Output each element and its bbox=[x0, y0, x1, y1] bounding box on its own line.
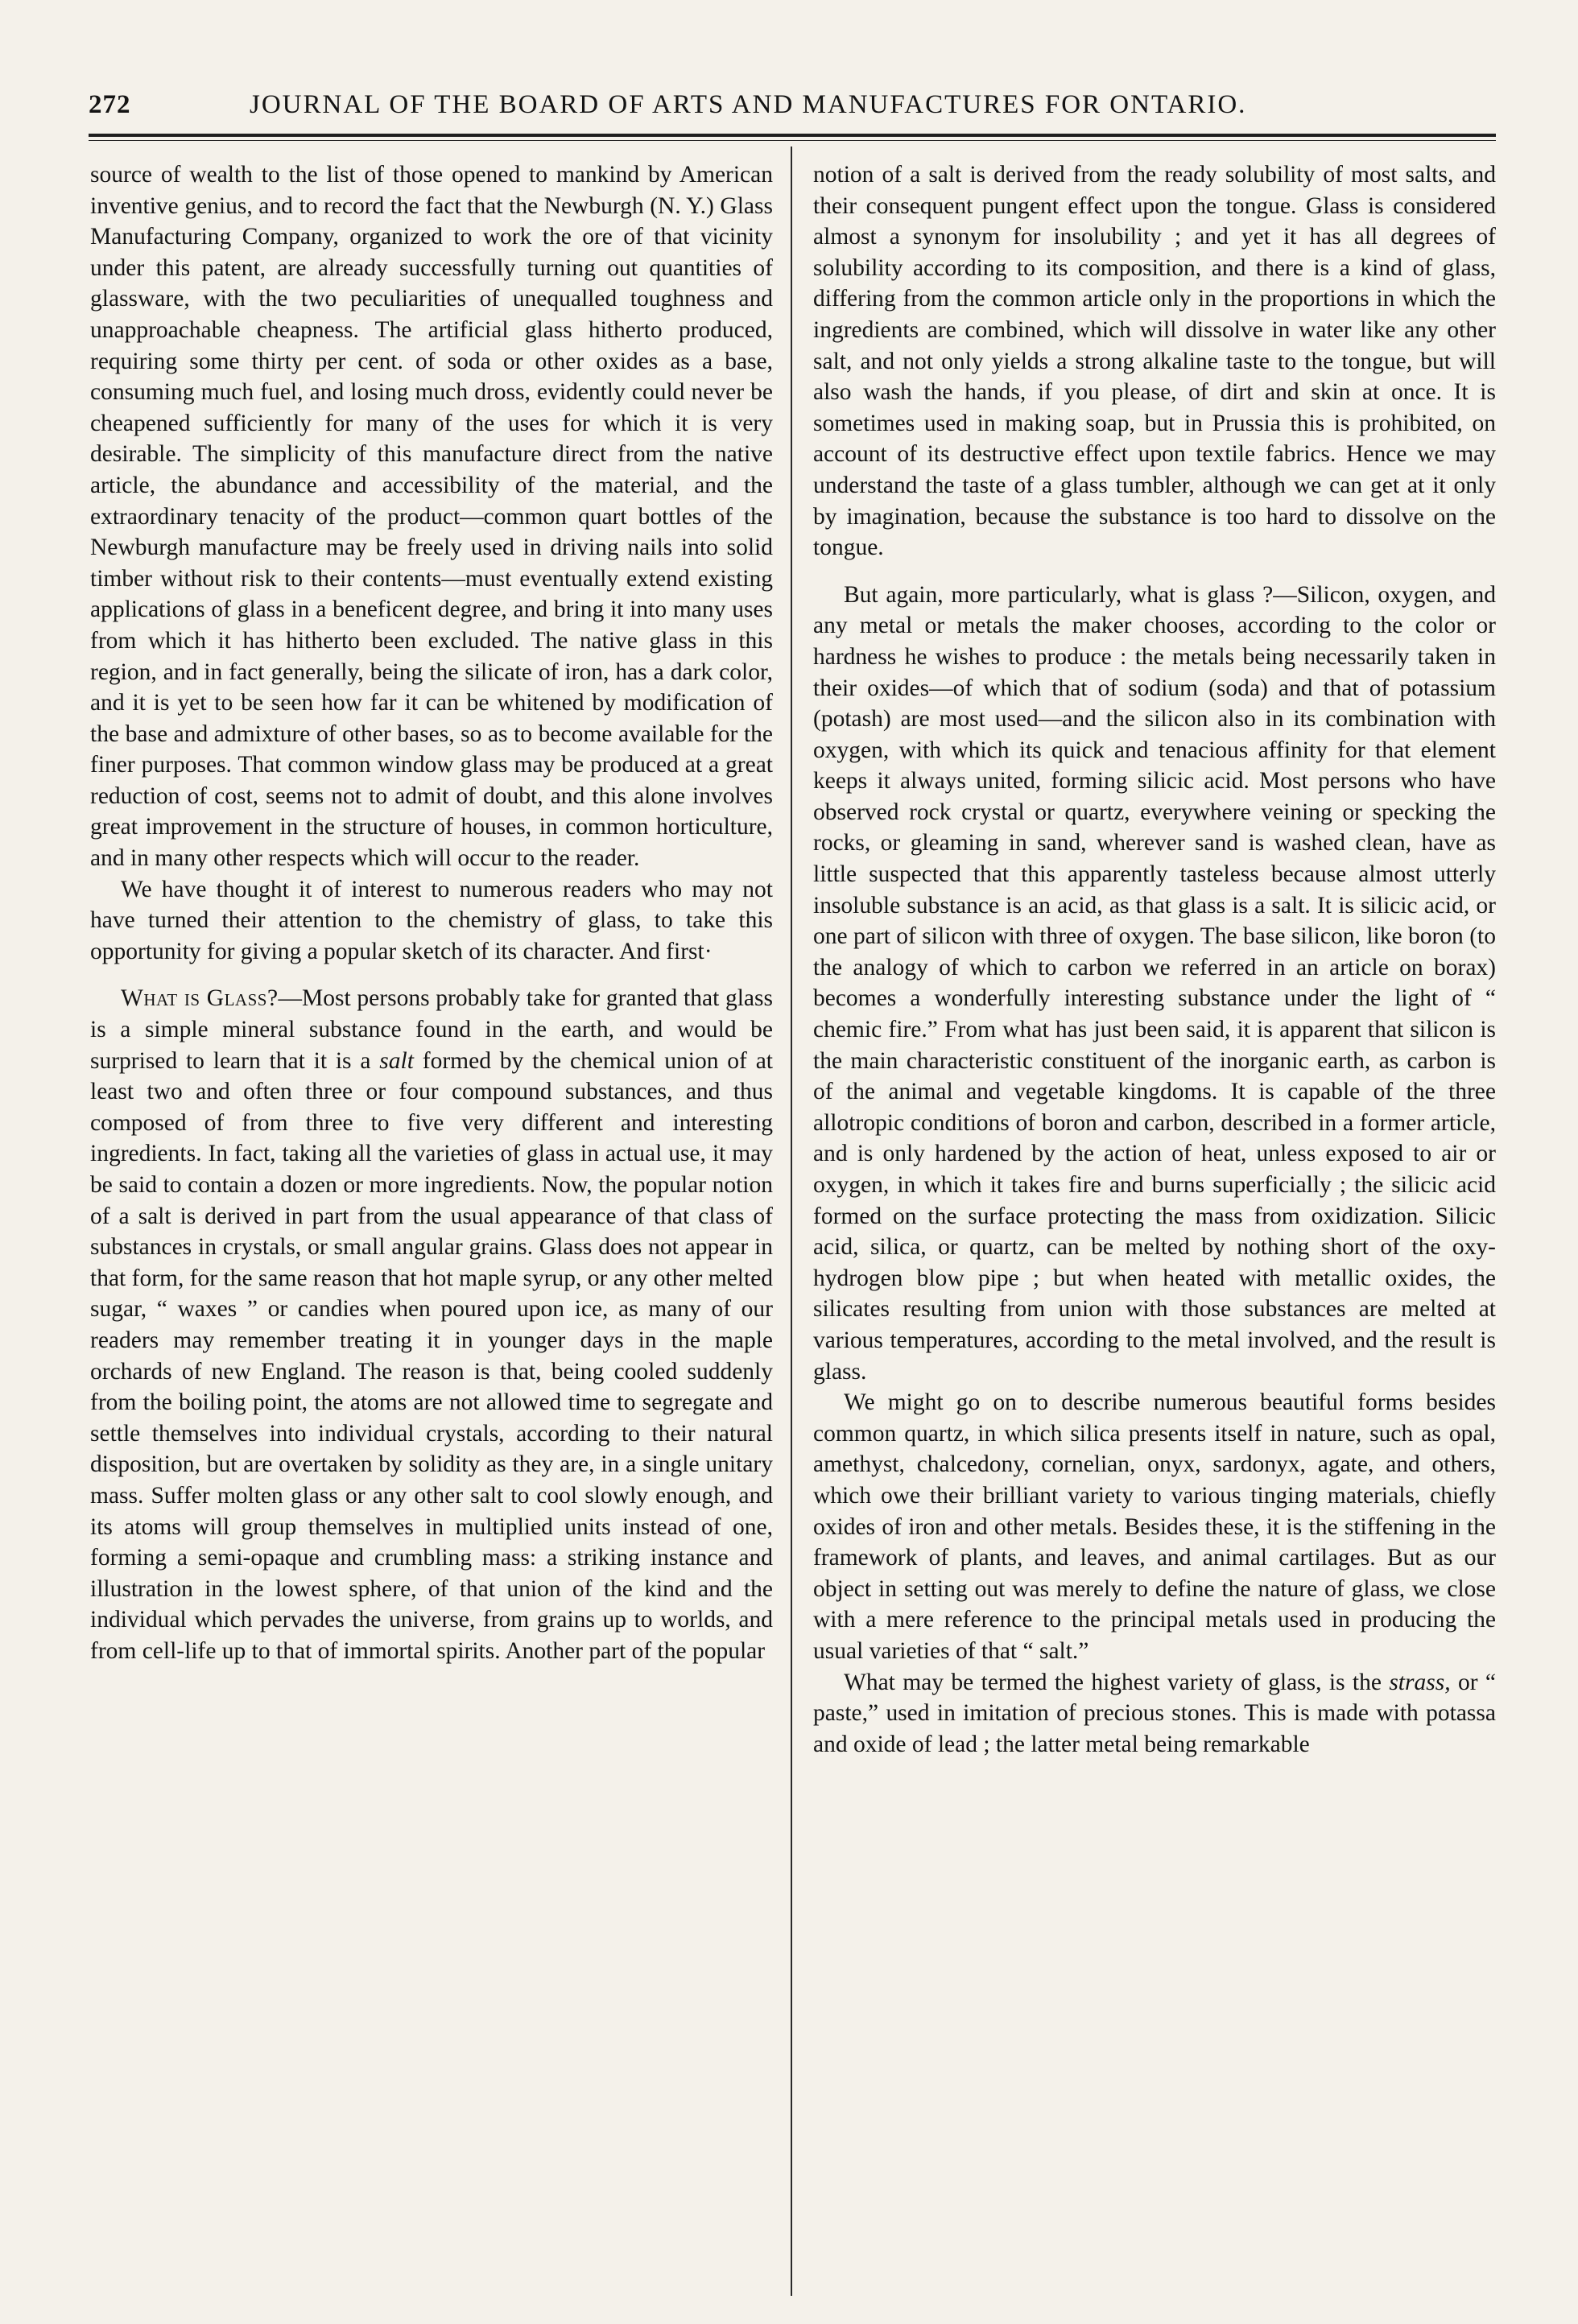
page-number: 272 bbox=[89, 90, 131, 119]
paragraph: source of wealth to the list of those opened to mankind by American inventive genius, and to record the fact that the Newburgh (N. Y.) Glass Manufacturing Company, organized to work the ore of that vicinity under this patent, are already successfully turning out quantities of glassware, with the two peculiarities of unequalled toughness and unapproachable cheapness. The artificial glass hitherto produced, requiring some thirty per cent. of soda or other oxides as a base, consuming much fuel, and losing much dross, evidently could never be cheapened sufficiently for many of the uses for which it is very desirable. The simplicity of this manufacture direct from the native article, the abundance and accessibility of the material, and the extraordinary tenacity of the product—common quart bottles of the Newburgh manufacture may be freely used in driving nails into solid timber without risk to their contents—must eventually extend existing applications of glass in a beneficent degree, and bring it into many uses from which it has hitherto been excluded. The native glass in this region, and in fact generally, being the silicate of iron, has a dark color, and it is yet to be seen how far it can be whitened by modification of the base and admixture of other bases, so as to become available for the finer purposes. That common window glass may be produced at a great reduction of cost, seems not to admit of doubt, and this alone involves great improvement in the structure of houses, in common horticulture, and in many other respects which will occur to the reader. bbox=[90, 162, 773, 872]
text-run: —Most persons probably take for granted that glass is a simple mineral substance found in the earth, and would be surprised to learn that it is a bbox=[90, 985, 773, 1074]
emphasis: strass, bbox=[1389, 1669, 1451, 1695]
emphasis: salt bbox=[379, 1047, 414, 1074]
paragraph bbox=[90, 983, 773, 1666]
right-column bbox=[813, 159, 1496, 1760]
section-heading: What is Glass? bbox=[121, 985, 279, 1012]
paragraph: We might go on to describe numerous beautiful forms besides common quartz, in which silica presents itself in nature, such as opal, amethyst, chalcedony, cornelian, onyx, sardonyx, agate, and others, which owe their brilliant variety to various tinging materials, chiefly oxides of iron and other metals. Besides these, it is the stiffening in the framework of plants, and leaves, and animal cartilages. But as our object in setting out was merely to define the nature of glass, we close with a mere reference to the principal metals used in producing the usual varieties of that “ salt.” bbox=[813, 1389, 1496, 1664]
header-rule-thin bbox=[89, 140, 1496, 141]
text-run: formed by the chemical union of at least two and often three or four compound substances, and thus composed of from three to five very different and interesting ingredients. In fact, taking all the varieties of glass in actual use, it may be said to contain a dozen or more ingredients. Now, the popular notion of a salt is derived in part from the usual appearance of that class of substances in crystals, or small angular grains. Glass does not appear in that form, for the same reason that hot maple syrup, or any other melted sugar, “ waxes ” or candies when poured upon ice, as many of our readers may remember treating it in younger days in the maple orchards of new England. The reason is that, being cooled suddenly from the boiling point, the atoms are not allowed time to segregate and settle themselves into individual crystals, according to their natural disposition, but are overtaken by solidity as they are, in a single unitary mass. Suffer molten glass or any other salt to cool slowly enough, and its atoms will group themselves in multiplied units instead of one, forming a semi-opaque and crumbling mass: a striking instance and illustration in the lowest sphere, of that union of the kind and the individual which pervades the universe, from grains up to worlds, and from cell-life up to that of immortal spirits. Another part of the popular bbox=[90, 1047, 774, 1664]
text-run: or “ paste,” used in imitation of precious stones. This is made with potassa and oxide of lead ; the latter metal being remarkable bbox=[813, 1669, 1496, 1757]
paragraph: We have thought it of interest to numerous readers who may not have turned their attention to the chemistry of glass, to take this opportunity for giving a popular sketch of its character. And first· bbox=[90, 876, 773, 964]
left-column bbox=[90, 159, 773, 1667]
paragraph: But again, more particularly, what is glass ?—Silicon, oxygen, and any metal or metals the maker chooses, according to the color or hardness he wishes to produce : the metals being necessarily taken in their oxides—of which that of sodium (soda) and that of potassium (potash) are most used—and the silicon also in its combination with oxygen, with which its quick and tenacious affinity for that element keeps it always united, forming silicic acid. Most persons who have observed rock crystal or quartz, everywhere veining or specking the rocks, or gleaming in sand, wherever sand is washed clean, have as little suspected that this apparently tasteless because almost utterly insoluble substance is an acid, as that glass is a salt. It is silicic acid, or one part of silicon with three of oxygen. The base silicon, like boron (to the analogy of which to carbon we referred in an article on borax) becomes a wonderfully interesting substance under the light of “ chemic fire.” From what has just been said, it is apparent that silicon is the main characteristic constituent of the inorganic earth, as carbon is of the animal and vegetable kingdoms. It is capable of the three allotropic conditions of boron and carbon, described in a former article, and is only hardened by the action of heat, unless exposed to air or oxygen, in which it takes fire and burns superficially ; the silicic acid formed on the surface protecting the mass from oxidization. Silicic acid, silica, or quartz, can be melted by nothing short of the oxy-hydrogen blow pipe ; but when heated with metallic oxides, the silicates resulting from union with those substances are melted at various temperatures, according to the metal involved, and the result is glass. bbox=[813, 581, 1496, 1385]
column-divider bbox=[791, 147, 792, 2296]
running-head: JOURNAL OF THE BOARD OF ARTS AND MANUFACTURES FOR ONTARIO. bbox=[250, 90, 1247, 119]
header-rule-thick bbox=[89, 134, 1496, 137]
paragraph bbox=[813, 1667, 1496, 1761]
text-run: What may be termed the highest variety of glass, is the bbox=[844, 1669, 1390, 1695]
page-header bbox=[89, 87, 1496, 129]
paragraph: notion of a salt is derived from the ready solubility of most salts, and their consequent pungent effect upon the tongue. Glass is considered almost a synonym for insolubility ; and yet it has all degrees of solubility according to its composition, and there is a kind of glass, differing from the common article only in the proportions in which the ingredients are combined, which will dissolve in water like any other salt, and not only yields a strong alkaline taste to the tongue, but will also wash the hands, if you please, of dirt and skin at once. It is sometimes used in making soap, but in Prussia this is prohibited, on account of its destructive effect upon textile fabrics. Hence we may understand the taste of a glass tumbler, although we can get at it only by imagination, because the substance is too hard to dissolve on the tongue. bbox=[813, 162, 1496, 561]
